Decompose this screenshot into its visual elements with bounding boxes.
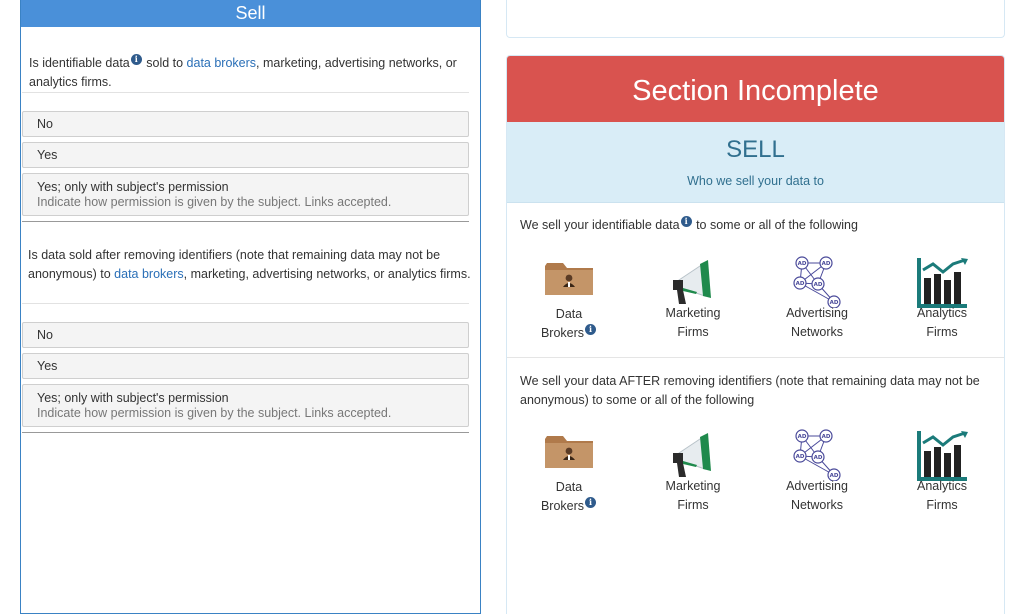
deidentified-recipients-row [507,429,1005,529]
svg-text:AD: AD [829,473,839,479]
bar-chart-icon [915,429,969,483]
svg-text:AD: AD [797,261,807,267]
q1-option-no[interactable]: No [22,111,469,137]
category-data-brokers: Data Brokers i [514,429,624,516]
svg-text:AD: AD [795,454,805,460]
svg-text:AD: AD [797,434,807,440]
info-icon[interactable]: i [681,216,692,227]
info-icon[interactable]: i [585,497,596,508]
svg-text:AD: AD [795,281,805,287]
q2-option-yes[interactable]: Yes [22,353,469,379]
category-analytics-firms: Analytics Firms [887,256,997,342]
divider [22,92,469,93]
megaphone-icon [667,256,719,308]
data-brokers-link[interactable]: data brokers [186,56,257,71]
bar-chart-icon [915,256,969,310]
category-marketing-firms: Marketing Firms [638,256,748,342]
category-advertising-networks: AD AD AD AD AD Advertising Networks [762,429,872,515]
q1-option-yes[interactable]: Yes [22,142,469,168]
q2-option-no[interactable]: No [22,322,469,348]
svg-text:AD: AD [821,261,831,267]
info-icon[interactable]: i [131,54,142,65]
identifiable-data-statement: We sell your identifiable data i to some or all of the following [520,216,858,233]
folder-person-icon [543,256,595,298]
ad-network-icon [788,429,846,481]
data-brokers-link[interactable]: data brokers [114,267,184,281]
category-advertising-networks: AD AD AD AD AD Advertising Networks [762,256,872,342]
divider [22,221,469,222]
q1-option-yes-with-permission[interactable]: Yes; only with subject's permission Indicate how permission is given by the subject. Links accepted. [22,173,469,216]
category-data-brokers: Data Brokers i [514,256,624,343]
sell-summary-panel [506,55,1005,614]
divider [507,357,1005,358]
section-heading [507,122,1004,203]
previous-section-box [506,0,1005,38]
question-deidentified-data: Is data sold after removing identifiers (note that remaining data may not be anonymous) to data brokers, marketing, advertising networks, or analytics firms. [28,248,471,281]
divider [22,303,469,304]
svg-text:AD: AD [829,300,839,306]
q2-option-yes-with-permission[interactable]: Yes; only with subject's permission Indicate how permission is given by the subject. Links accepted. [22,384,469,427]
folder-person-icon [543,429,595,471]
identifiable-recipients-row [507,256,1005,356]
info-icon[interactable]: i [585,324,596,335]
divider [22,432,469,433]
category-marketing-firms: Marketing Firms [638,429,748,515]
deidentified-data-statement: We sell your data AFTER removing identifiers (note that remaining data may not be anonymous) to some or all of the following [520,374,980,407]
section-title: SELL [726,136,785,163]
ad-network-icon [788,256,846,308]
megaphone-icon [667,429,719,481]
category-analytics-firms: Analytics Firms [887,429,997,515]
question-identifiable-data: Is identifiable data i sold to data brokers, marketing, advertising networks, or analytics firms. [29,54,457,90]
panel-header: Sell [21,0,480,27]
section-status-banner: Section Incomplete [507,56,1004,122]
section-subtitle: Who we sell your data to [687,174,824,188]
svg-text:AD: AD [821,434,831,440]
svg-text:AD: AD [813,455,823,461]
svg-text:AD: AD [813,282,823,288]
